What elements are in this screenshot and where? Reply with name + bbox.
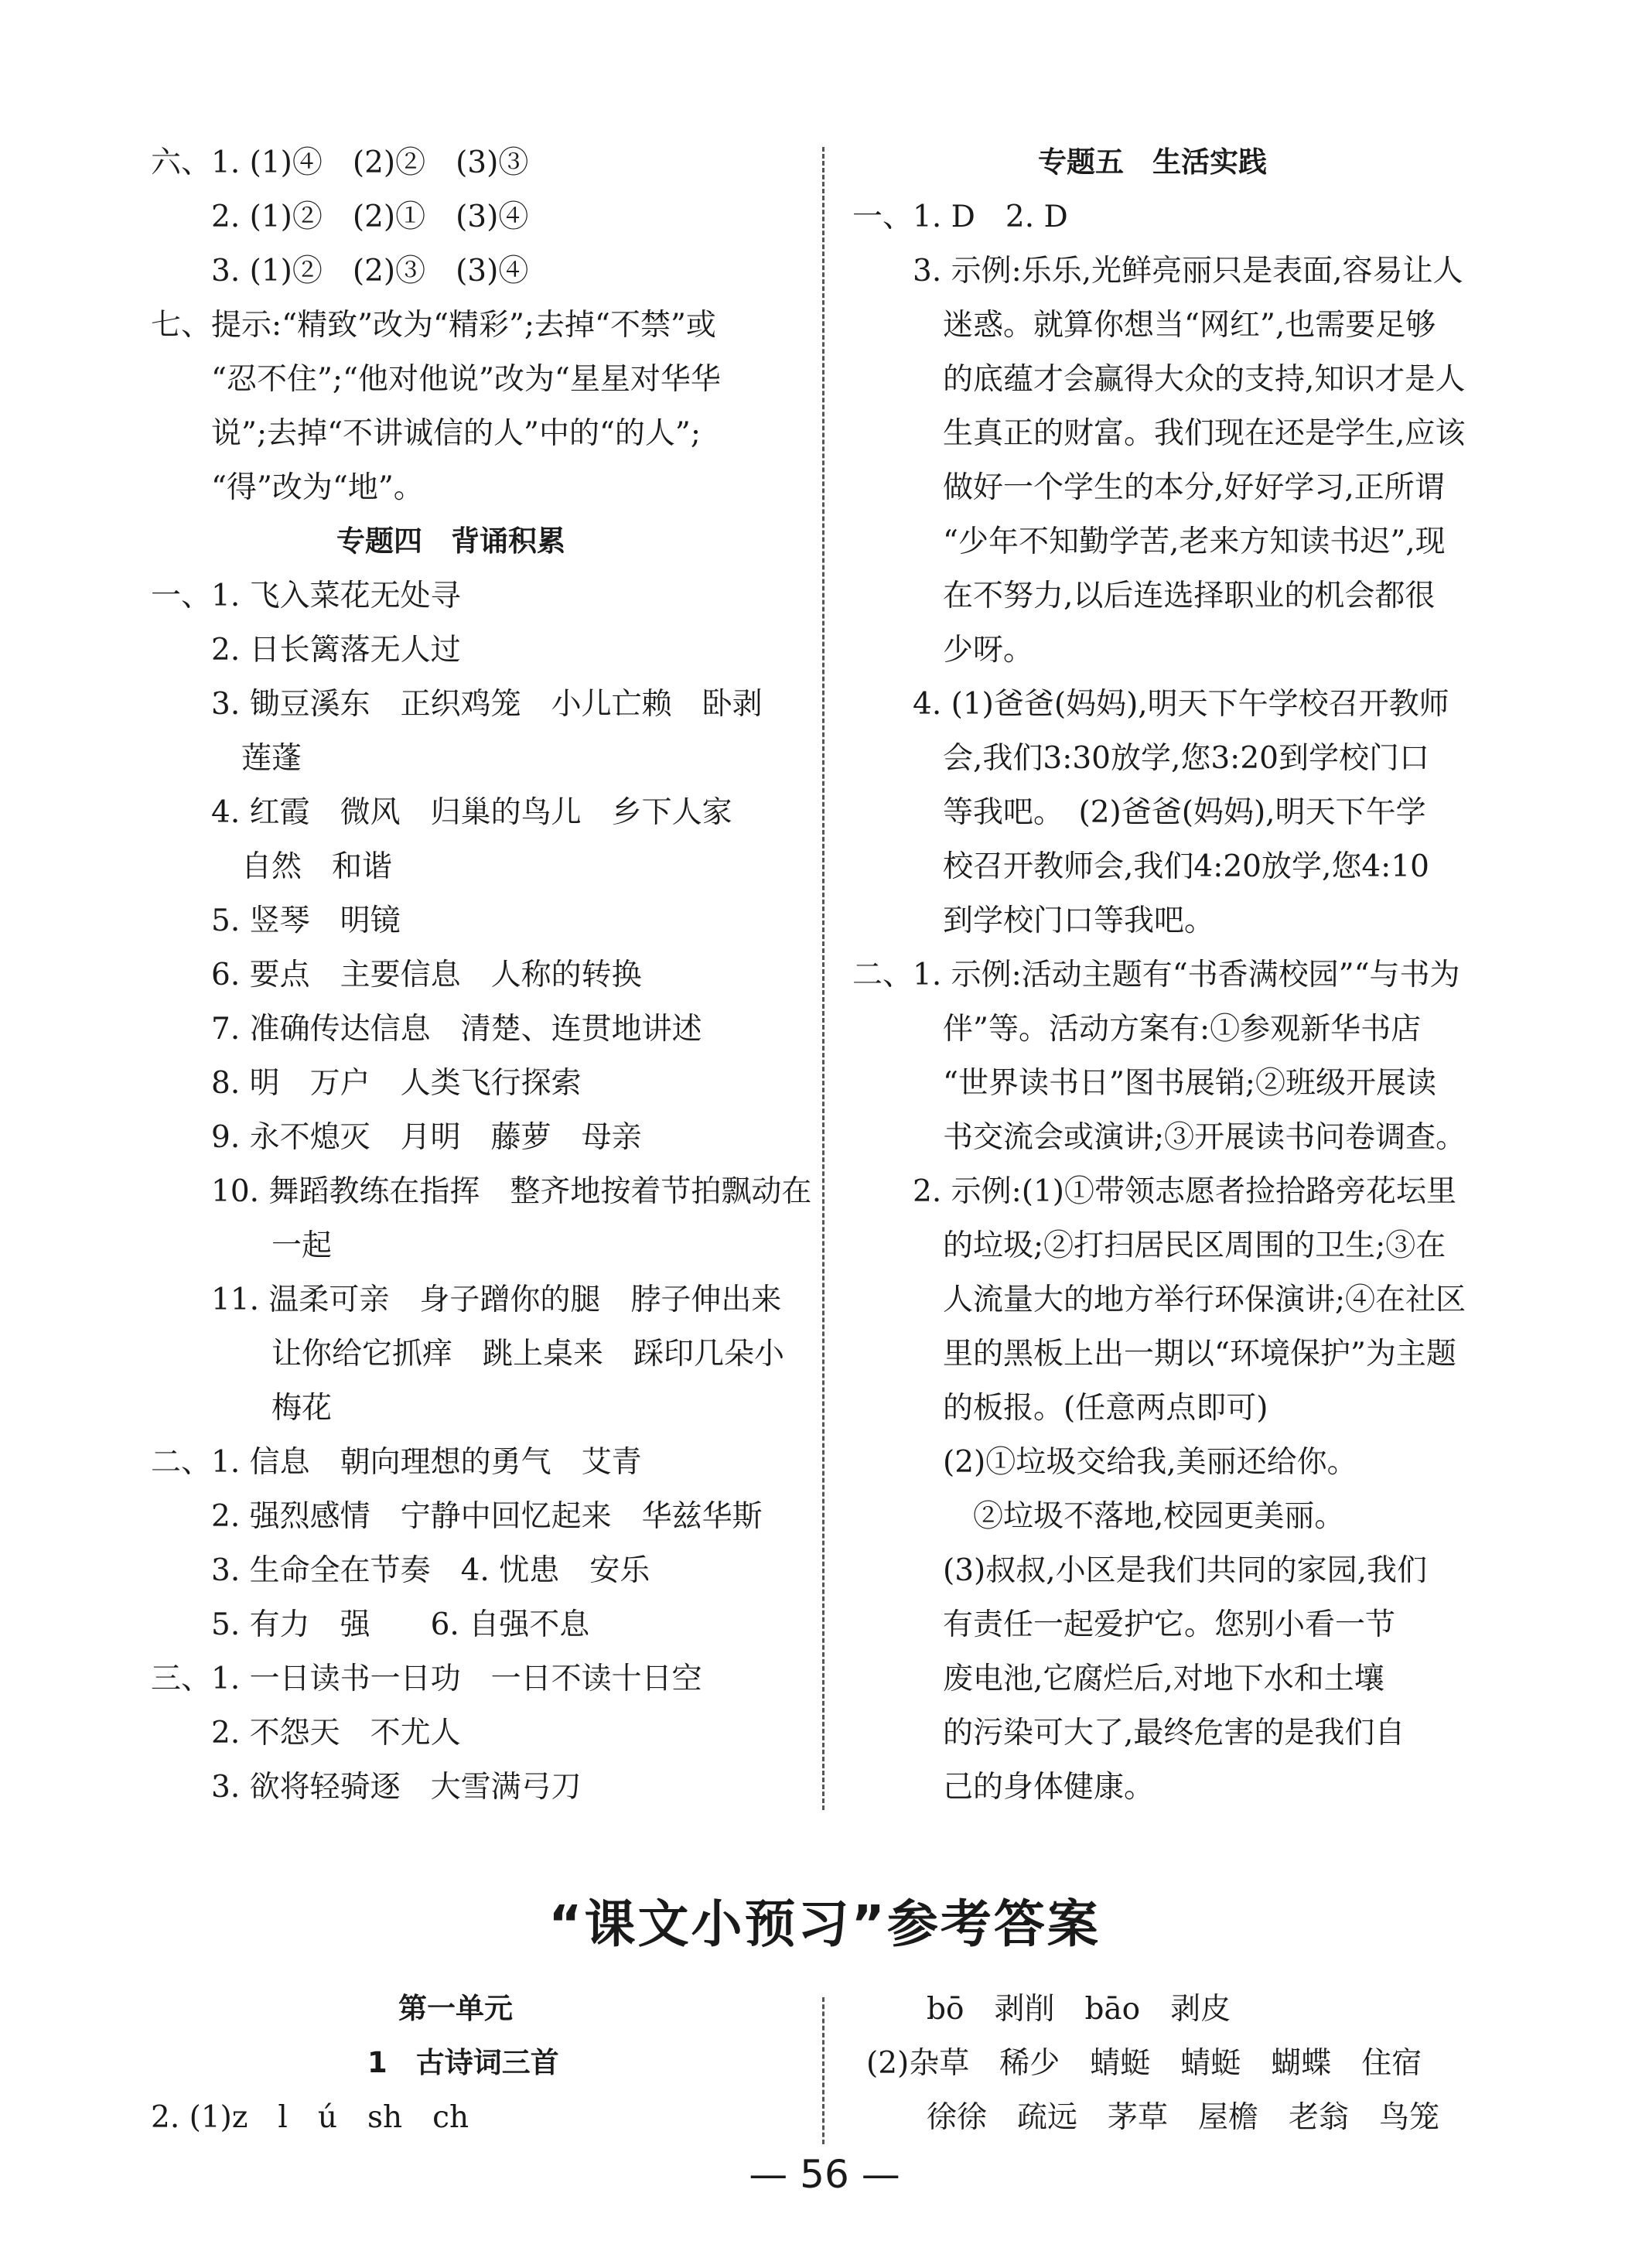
text-line: 3. 锄豆溪东 正织鸡笼 小儿亡赖 卧剥 xyxy=(151,687,763,722)
text-line: “忍不住”;“他对他说”改为“星星对华华 xyxy=(151,362,721,397)
text-line: 里的黑板上出一期以“环境保护”为主题 xyxy=(852,1337,1456,1371)
text-line: 3. 欲将轻骑逐 大雪满弓刀 xyxy=(151,1770,582,1805)
text-line: 二、1. 信息 朝向理想的勇气 艾青 xyxy=(151,1445,642,1480)
text-line: ②垃圾不落地,校园更美丽。 xyxy=(852,1499,1345,1534)
text-line: 梅花 xyxy=(151,1391,333,1426)
text-line: 三、1. 一日读书一日功 一日不读十日空 xyxy=(151,1662,702,1696)
text-line: 4. (1)爸爸(妈妈),明天下午学校召开教师 xyxy=(852,687,1449,722)
page-number: — 56 — xyxy=(749,2152,900,2197)
text-line: 5. 有力 强 6. 自强不息 xyxy=(151,1607,590,1642)
text-line: 2. (1)z l ú sh ch xyxy=(151,2100,469,2135)
text-line: 3. 示例:乐乐,光鲜亮丽只是表面,容易让人 xyxy=(852,254,1463,289)
text-line: “少年不知勤学苦,老来方知读书迟”,现 xyxy=(852,524,1446,559)
text-line: 说”;去掉“不讲诚信的人”中的“的人”; xyxy=(151,416,701,451)
text-line: 莲蓬 xyxy=(151,741,302,776)
section-heading: 专题四 背诵积累 xyxy=(336,524,565,558)
text-line: 11. 温柔可亲 身子蹭你的腿 脖子伸出来 xyxy=(151,1283,782,1317)
text-line: 3. (1)② (2)③ (3)④ xyxy=(151,254,529,289)
text-line: bō 剥削 bāo 剥皮 xyxy=(866,1992,1231,2027)
text-line: 二、1. 示例:活动主题有“书香满校园”“与书为 xyxy=(852,958,1460,992)
unit-heading: 第一单元 xyxy=(398,1992,513,2025)
text-line: 2. 强烈感情 宁静中回忆起来 华兹华斯 xyxy=(151,1499,763,1534)
text-line: 让你给它抓痒 跳上桌来 踩印几朵小 xyxy=(151,1337,785,1371)
text-line: 6. 要点 主要信息 人称的转换 xyxy=(151,958,642,992)
text-line: “世界读书日”图书展销;②班级开展读 xyxy=(852,1066,1437,1101)
text-line: 2. 示例:(1)①带领志愿者捡拾路旁花坛里 xyxy=(852,1174,1456,1209)
text-line: 书交流会或演讲;③开展读书问卷调查。 xyxy=(852,1120,1466,1155)
column-divider xyxy=(822,147,824,1810)
text-line: 2. 不怨天 不尤人 xyxy=(151,1716,461,1751)
text-line: 10. 舞蹈教练在指挥 整齐地按着节拍飘动在 xyxy=(151,1174,812,1209)
text-line: 一、1. 飞入菜花无处寻 xyxy=(151,579,461,613)
text-line: 废电池,它腐烂后,对地下水和土壤 xyxy=(852,1662,1384,1696)
left-column xyxy=(151,145,812,1832)
text-line: 自然 和谐 xyxy=(151,849,393,884)
text-line: 徐徐 疏远 茅草 屋檐 老翁 鸟笼 xyxy=(866,2100,1440,2135)
column-divider xyxy=(822,1997,824,2144)
text-line: 一起 xyxy=(151,1228,333,1263)
text-line: 七、提示:“精致”改为“精彩”;去掉“不禁”或 xyxy=(151,308,716,343)
text-line: 少呀。 xyxy=(852,633,1034,668)
text-line: 的板报。(任意两点即可) xyxy=(852,1391,1268,1426)
bottom-right-column xyxy=(866,1992,1539,2147)
text-line: 的污染可大了,最终危害的是我们自 xyxy=(852,1716,1405,1751)
text-line: (3)叔叔,小区是我们共同的家园,我们 xyxy=(852,1553,1428,1588)
text-line: 己的身体健康。 xyxy=(852,1770,1155,1805)
text-line: 人流量大的地方举行环保演讲;④在社区 xyxy=(852,1283,1466,1317)
text-line: 8. 明 万户 人类飞行探索 xyxy=(151,1066,582,1101)
text-line: 有责任一起爱护它。您别小看一节 xyxy=(852,1607,1396,1642)
text-line: 2. 日长篱落无人过 xyxy=(151,633,461,668)
text-line: 的底蕴才会赢得大众的支持,知识才是人 xyxy=(852,362,1466,397)
text-line: 到学校门口等我吧。 xyxy=(852,903,1215,938)
text-line: (2)杂草 稀少 蜻蜓 蜻蜓 蝴蝶 住宿 xyxy=(866,2046,1422,2081)
text-line: 做好一个学生的本分,好好学习,正所谓 xyxy=(852,470,1445,505)
right-column xyxy=(852,145,1533,1832)
text-line: 六、1. (1)④ (2)② (3)③ xyxy=(151,145,529,180)
text-line: 的垃圾;②打扫居民区周围的卫生;③在 xyxy=(852,1228,1446,1263)
text-line: 在不努力,以后连选择职业的机会都很 xyxy=(852,579,1436,613)
text-line: 2. (1)② (2)① (3)④ xyxy=(151,200,529,234)
text-line: 5. 竖琴 明镜 xyxy=(151,903,401,938)
text-line: 等我吧。 (2)爸爸(妈妈),明天下午学 xyxy=(852,795,1426,830)
text-line: 一、1. D 2. D xyxy=(852,200,1068,234)
text-line: 会,我们3:30放学,您3:20到学校门口 xyxy=(852,741,1429,776)
text-line: 4. 红霞 微风 归巢的鸟儿 乡下人家 xyxy=(151,795,732,830)
text-line: 3. 生命全在节奏 4. 忧患 安乐 xyxy=(151,1553,650,1588)
text-line: (2)①垃圾交给我,美丽还给你。 xyxy=(852,1445,1357,1480)
bottom-left-column xyxy=(151,1992,801,2147)
text-line: 生真正的财富。我们现在还是学生,应该 xyxy=(852,416,1466,451)
text-line: 9. 永不熄灭 月明 藤萝 母亲 xyxy=(151,1120,642,1155)
text-line: 7. 准确传达信息 清楚、连贯地讲述 xyxy=(151,1012,702,1047)
section-heading: 专题五 生活实践 xyxy=(1038,145,1267,179)
text-line: 校召开教师会,我们4:20放学,您4:10 xyxy=(852,849,1429,884)
text-line: “得”改为“地”。 xyxy=(151,470,424,505)
text-line: 伴”等。活动方案有:①参观新华书店 xyxy=(852,1012,1422,1047)
text-line: 迷惑。就算你想当“网红”,也需要足够 xyxy=(852,308,1436,343)
lesson-heading: 1 古诗词三首 xyxy=(367,2046,559,2079)
section-title: “课文小预习”参考答案 xyxy=(548,1894,1101,1954)
